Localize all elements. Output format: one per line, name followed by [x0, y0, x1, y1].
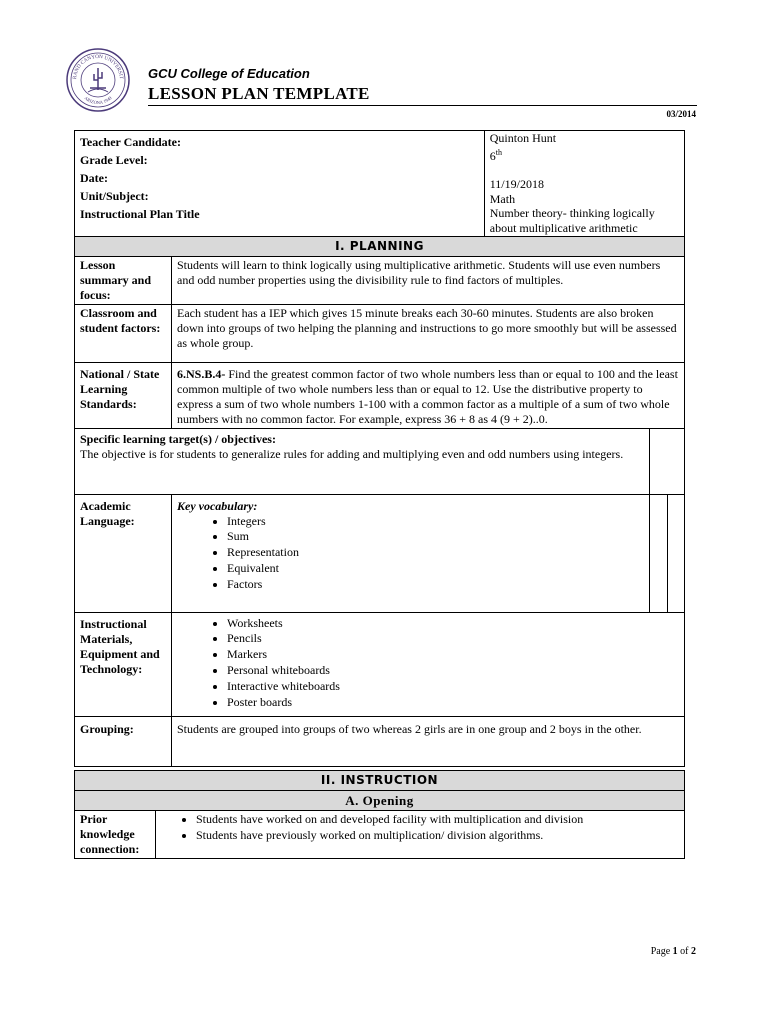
subject-value: Math [489, 191, 516, 206]
lesson-summary-label: Lesson summary and focus: [75, 256, 172, 304]
grade-value: 6th [489, 147, 502, 163]
info-values [484, 131, 684, 237]
lesson-summary-value: Students will learn to think logically using multiplicative arithmetic. Students will use even numbers and odd number properties using the divisibility rule to find factors of multiples. [172, 256, 685, 304]
empty-cell [667, 494, 685, 612]
objectives-value: The objective is for students to generalize rules for adding and multiplying even and odd numbers using integers. [80, 446, 624, 461]
date-label: Date: [80, 171, 108, 185]
info-labels [75, 131, 485, 237]
objectives-label: Specific learning target(s) / objectives: [80, 431, 276, 446]
plan-title-value: Number theory- thinking logically about multiplicative arithmetic [489, 206, 655, 235]
document-title: LESSON PLAN TEMPLATE [148, 84, 370, 103]
grouping-label: Grouping: [75, 716, 172, 766]
instruction-heading: II. INSTRUCTION [75, 771, 685, 791]
classroom-factors-value: Each student has a IEP which gives 15 minute breaks each 30-60 minutes. Students are also broken down into groups of two helping the planning and instructions to go more smoothly but will be assessed as whole group. [172, 304, 685, 362]
list-item: • Interactive whiteboards [227, 679, 679, 695]
list-item: • Sum [227, 529, 644, 545]
subject-label: Unit/Subject: [80, 189, 149, 203]
grade-label: Grade Level: [80, 153, 148, 167]
teacher-value: Quinton Hunt [489, 131, 557, 145]
empty-cell [650, 494, 668, 612]
academic-language-label: Academic Language: [75, 494, 172, 612]
instruction-table [74, 770, 685, 859]
list-item: • Pencils [227, 631, 679, 647]
list-item: • Students have worked on and developed facility with multiplication and division [196, 812, 679, 828]
college-name: GCU College of Education [148, 66, 310, 81]
grouping-value: Students are grouped into groups of two whereas 2 girls are in one group and 2 boys in the other. [172, 716, 685, 766]
logo-bottom-text: ARIZONA 1949 [83, 95, 113, 106]
info-row [75, 131, 685, 237]
list-item: • Worksheets [227, 616, 679, 632]
prior-knowledge-label: Prior knowledge connection: [75, 811, 156, 859]
materials-label: Instructional Materials, Equipment and Technology: [75, 612, 172, 716]
page-number: Page 1 of 2 [650, 946, 696, 957]
date-value: 11/19/2018 [489, 177, 544, 192]
list-item: • Factors [227, 577, 644, 593]
standards-label: National / State Learning Standards: [75, 362, 172, 428]
materials-value [172, 612, 685, 716]
list-item: • Students have previously worked on multiplication/ division algorithms. [196, 828, 679, 844]
svg-text:ARIZONA 1949 [83, 95, 113, 105]
standards-value: 6.NS.B.4- Find the greatest common factor of two whole numbers less than or equal to 100 and the least common multiple of two whole numbers less than or equal to 12. Use the distributive property to express a sum of two whole numbers 1-100 with a common factor as a multiple of a sum of two whole numbers with no common factor. For example, express 36 + 8 as 4 (9 + 2)..0. [172, 362, 685, 428]
list-item: • Poster boards [227, 695, 679, 711]
materials-list [177, 616, 679, 711]
objectives-cell [75, 428, 650, 494]
logo-top-text: RAND CANYON UNIVERSIT [71, 53, 125, 80]
classroom-factors-label: Classroom and student factors: [75, 304, 172, 362]
empty-cell [650, 428, 685, 494]
gcu-seal-logo [66, 48, 130, 112]
template-version: 03/2014 [666, 109, 696, 119]
planning-table [74, 130, 685, 767]
opening-heading: A. Opening [75, 791, 685, 811]
teacher-label: Teacher Candidate: [80, 135, 182, 149]
vocab-label: Key vocabulary: [177, 498, 258, 513]
list-item: • Markers [227, 647, 679, 663]
academic-language-value [172, 494, 650, 612]
vocab-list [177, 514, 644, 593]
planning-heading: I. PLANNING [75, 236, 685, 256]
list-item: • Equivalent [227, 561, 644, 577]
plan-title-label: Instructional Plan Title [80, 207, 200, 221]
prior-list [161, 812, 679, 844]
header-rule [148, 105, 697, 106]
list-item: • Personal whiteboards [227, 663, 679, 679]
list-item: • Integers [227, 514, 644, 530]
list-item: • Representation [227, 545, 644, 561]
prior-knowledge-value [156, 811, 685, 859]
